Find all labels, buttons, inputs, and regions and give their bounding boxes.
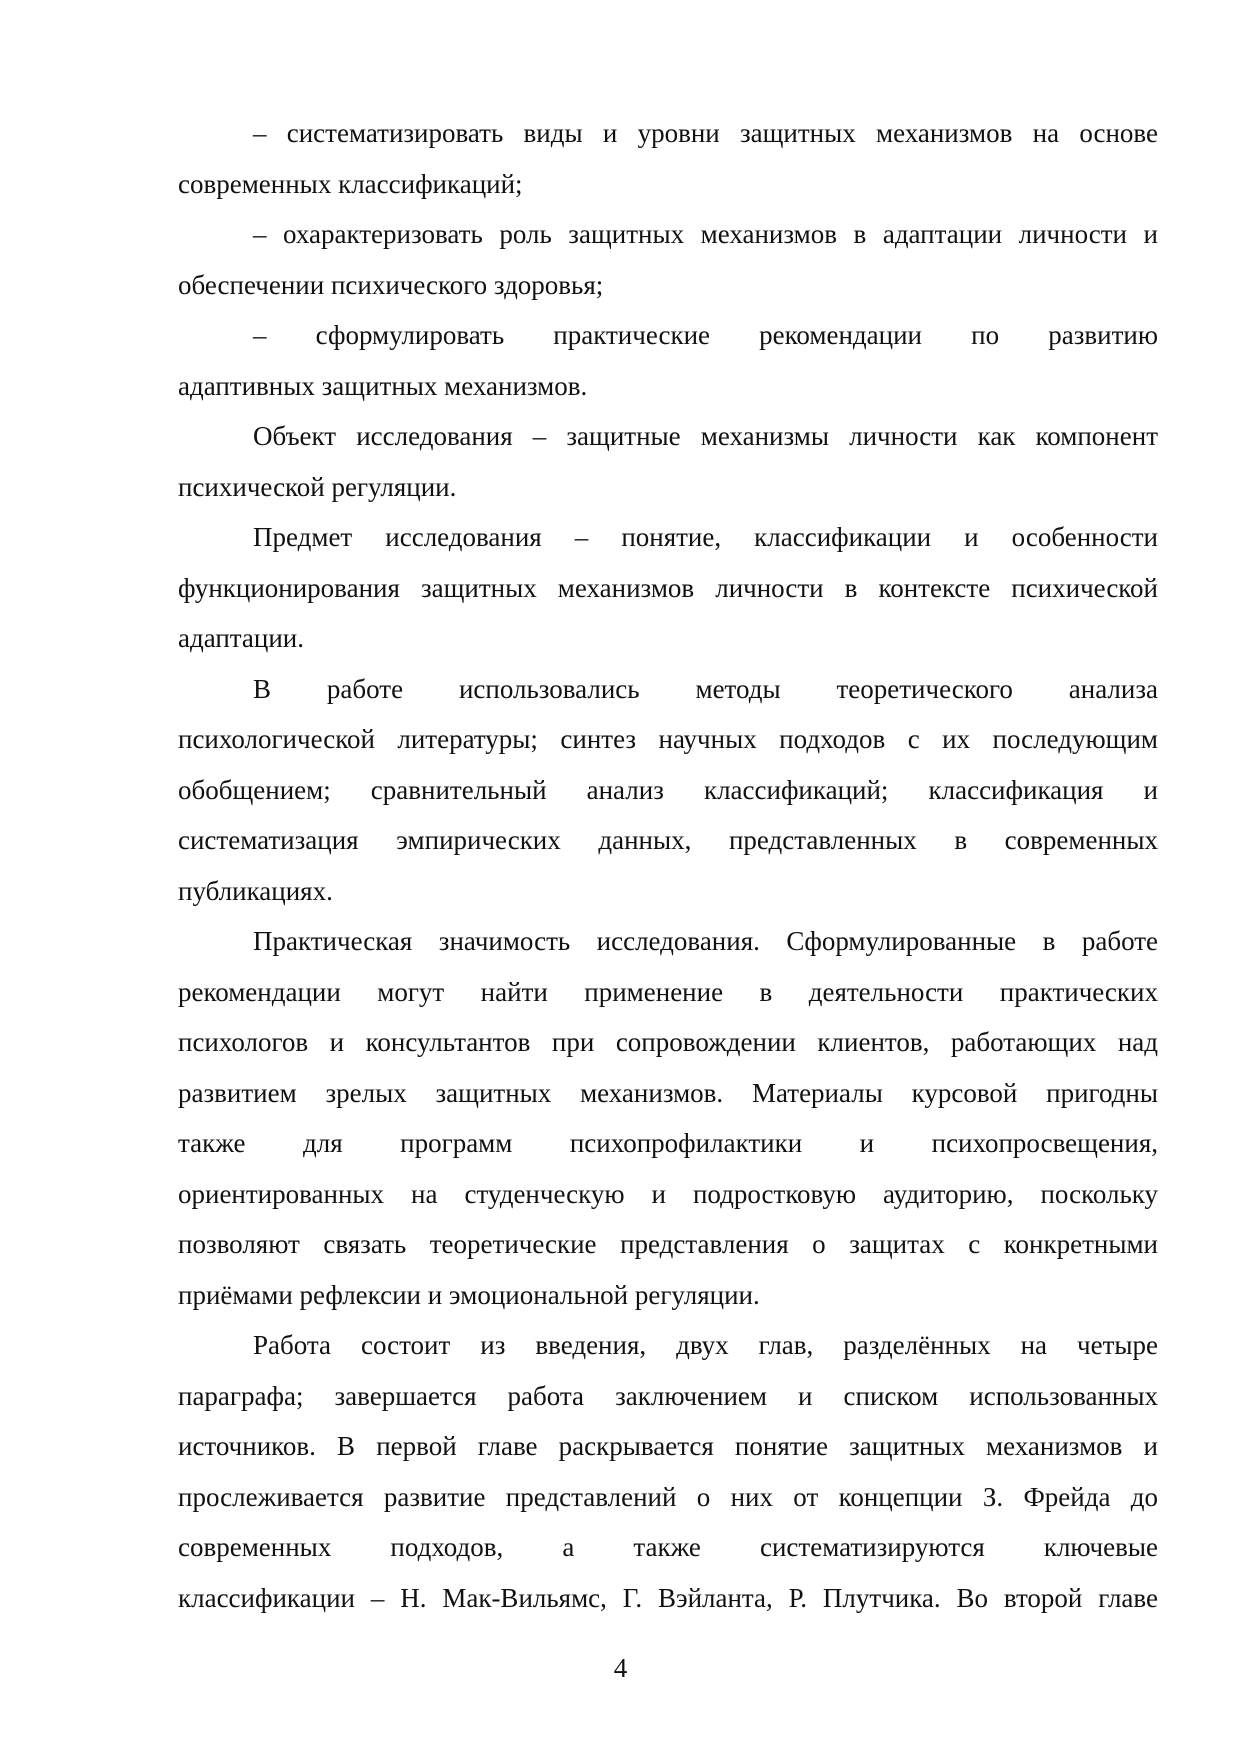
text-line: – охарактеризовать роль защитных механизмов в адаптации личности и bbox=[253, 219, 1158, 249]
text-line: Предмет исследования – понятие, классификации и особенности bbox=[253, 522, 1158, 552]
text-line: публикациях. bbox=[178, 875, 333, 906]
text-line: обобщением; сравнительный анализ классификаций; классификация и bbox=[178, 774, 1158, 805]
paragraph-research-object bbox=[178, 411, 1158, 512]
text-line: источников. В первой главе раскрывается понятие защитных механизмов и bbox=[178, 1431, 1158, 1461]
text-line: параграфа; завершается работа заключением и списком использованных bbox=[178, 1380, 1158, 1411]
text-line: психологической литературы; синтез научных подходов с их последующим bbox=[178, 724, 1158, 754]
text-line: – систематизировать виды и уровни защитных механизмов на основе bbox=[253, 118, 1158, 148]
text-line: адаптации. bbox=[178, 623, 305, 653]
text-line: современных классификаций; bbox=[178, 168, 523, 199]
paragraph-research-methods bbox=[178, 664, 1158, 917]
paragraph-task-recommend bbox=[178, 310, 1158, 411]
text-line: развитием зрелых защитных механизмов. Материалы курсовой пригодны bbox=[178, 1077, 1158, 1108]
text-line: ориентированных на студенческую и подростковую аудиторию, поскольку bbox=[178, 1178, 1158, 1209]
text-line: рекомендации могут найти применение в деятельности практических bbox=[178, 976, 1158, 1007]
text-line: Объект исследования – защитные механизмы личности как компонент bbox=[253, 421, 1158, 451]
text-line: психической регуляции. bbox=[178, 471, 457, 502]
text-line: также для программ психопрофилактики и психопросвещения, bbox=[178, 1128, 1158, 1158]
text-line: систематизация эмпирических данных, представленных в современных bbox=[178, 825, 1158, 855]
page-number: 4 bbox=[613, 1653, 628, 1683]
text-line: Работа состоит из введения, двух глав, разделённых на четыре bbox=[253, 1330, 1158, 1360]
text-line: адаптивных защитных механизмов. bbox=[178, 370, 588, 401]
text-line: психологов и консультантов при сопровождении клиентов, работающих над bbox=[178, 1027, 1158, 1057]
text-line: – сформулировать практические рекомендации по развитию bbox=[253, 320, 1158, 350]
paragraph-task-systematize bbox=[178, 108, 1158, 209]
paragraph-work-structure bbox=[178, 1320, 1158, 1623]
text-line: прослеживается развитие представлений о них от концепции З. Фрейда до bbox=[178, 1481, 1158, 1512]
text-line: современных подходов, а также систематизируются ключевые bbox=[178, 1532, 1158, 1562]
text-line: В работе использовались методы теоретического анализа bbox=[253, 673, 1158, 704]
text-line: обеспечении психического здоровья; bbox=[178, 269, 604, 300]
paragraph-task-characterize bbox=[178, 209, 1158, 310]
paragraph-practical-significance bbox=[178, 916, 1158, 1320]
text-line: функционирования защитных механизмов личности в контексте психической bbox=[178, 572, 1158, 603]
paragraph-research-subject bbox=[178, 512, 1158, 664]
text-line: классификации – Н. Мак-Вильямс, Г. Вэйланта, Р. Плутчика. Во второй главе bbox=[178, 1582, 1158, 1613]
document-body bbox=[178, 108, 1158, 1623]
text-line: позволяют связать теоретические представления о защитах с конкретными bbox=[178, 1229, 1158, 1259]
text-line: приёмами рефлексии и эмоциональной регуляции. bbox=[178, 1279, 760, 1310]
text-line: Практическая значимость исследования. Сформулированные в работе bbox=[253, 926, 1158, 956]
